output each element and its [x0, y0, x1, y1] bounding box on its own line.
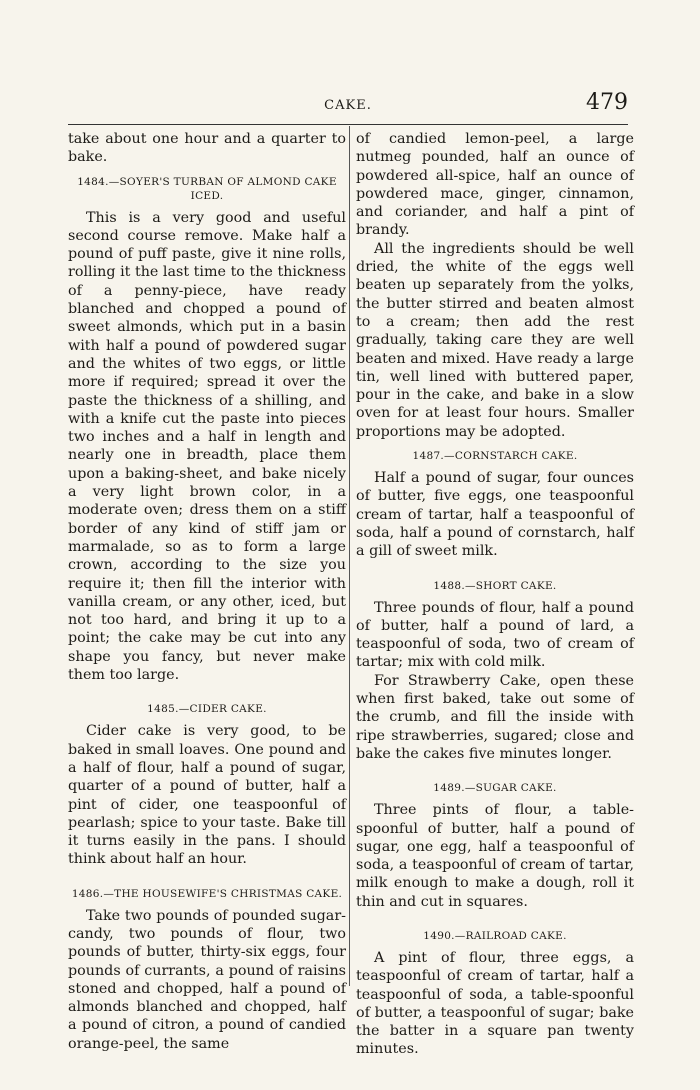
recipe-text-1487: Half a pound of sugar, four ounces of butter, five eggs, one teaspoonful cream of tartar, half a teaspoonful of soda, half a pound of cornstarch, half a gill of sweet milk. [356, 470, 634, 560]
recipe-text-1489: Three pints of flour, a table-spoonful of butter, half a pound of sugar, one egg, half a teaspoonful of soda, a teaspoonful of cream of tartar, milk enough to make a dough, roll it thin and cut in squares. [356, 802, 634, 910]
recipe-text-1485: Cider cake is very good, to be baked in small loaves. One pound and a half of flour, half a pound of sugar, quarter of a pound of butter, half a pint of cider, one teaspoonful of pearlash; spice to your taste. Bake till it turns easily in the pans. I should think about half an hour. [68, 723, 346, 868]
recipe-heading-1485: 1485.—CIDER CAKE. [147, 703, 267, 716]
paragraph-continued: of candied lemon-peel, a large nutmeg pounded, half an ounce of powdered all-spice, half an ounce of powdered mace, ginger, cinnamon, and coriander, and half a pint of brandy. [356, 131, 634, 239]
page-number: 479 [586, 90, 628, 115]
left-column [68, 130, 346, 1053]
paragraph-continued: take about one hour and a quarter to bake. [68, 131, 346, 166]
recipe-heading-1490: 1490.—RAILROAD CAKE. [423, 929, 567, 942]
recipe-text-1488: Three pounds of flour, half a pound of butter, half a pound of lard, a teaspoonful of soda, two of cream of tartar; mix with cold milk. [356, 599, 634, 671]
recipe-text-1488-strawberry: For Strawberry Cake, open these when first baked, take out some of the crumb, and fill the inside with ripe strawberries, sugared; close and bake the cakes five minutes longer. [356, 672, 634, 762]
page-header [68, 90, 628, 124]
recipe-text-1486: Take two pounds of pounded sugar-candy, two pounds of flour, two pounds of butter, thirty-six eggs, four pounds of currants, a pound of raisins stoned and chopped, half a pound of almonds blanched and chopped, half a pound of citron, a pound of candied orange-peel, the same [68, 907, 346, 1052]
recipe-text-1484: This is a very good and useful second course remove. Make half a pound of puff paste, give it nine rolls, rolling it the last time to the thickness of a penny-piece, have ready blanched and chopped a pound of sweet almonds, which put in a basin with half a pound of powdered sugar and the whites of two eggs, or little more if required; spread it over the paste the thickness of a shilling, and with a knife cut the paste into pieces two inches and a half in length and nearly one in breadth, place them upon a baking-sheet, and bake nicely a very light brown color, in a moderate oven; dress them on a stiff border of any kind of stiff jam or marmalade, so as to form a large crown, according to the size you require it; then fill the interior with vanilla cream, or any other, iced, but not too hard, and bring it up to a point; the cake may be cut into any shape you fancy, but never make them too large. [68, 209, 346, 684]
header-rule [68, 124, 628, 125]
running-head: CAKE. [324, 98, 372, 113]
recipe-text-1490: A pint of flour, three eggs, a teaspoonful of cream of tartar, half a teaspoonful of soda, a table-spoonful of butter, a teaspoonful of sugar; bake the batter in a square pan twenty minutes. [356, 949, 634, 1058]
recipe-heading-1484: 1484.—SOYER'S TURBAN OF ALMOND CAKE ICED. [77, 175, 337, 202]
recipe-text-1486-cont: All the ingredients should be well dried, the white of the eggs well beaten up separately from the yolks, the butter stirred and beaten almost to a cream; then add the rest gradually, taking care they are well beaten and mixed. Have ready a large tin, well lined with buttered paper, pour in the cake, and bake in a slow oven for at least four hours. Smaller proportions may be adopted. [356, 240, 634, 440]
recipe-heading-1488: 1488.—SHORT CAKE. [433, 579, 557, 592]
recipe-heading-1487: 1487.—CORNSTARCH CAKE. [412, 450, 578, 463]
right-column [356, 130, 634, 1059]
recipe-heading-1489: 1489.—SUGAR CAKE. [433, 782, 557, 795]
recipe-heading-1486: 1486.—THE HOUSEWIFE'S CHRISTMAS CAKE. [71, 887, 343, 900]
column-divider [349, 126, 350, 986]
